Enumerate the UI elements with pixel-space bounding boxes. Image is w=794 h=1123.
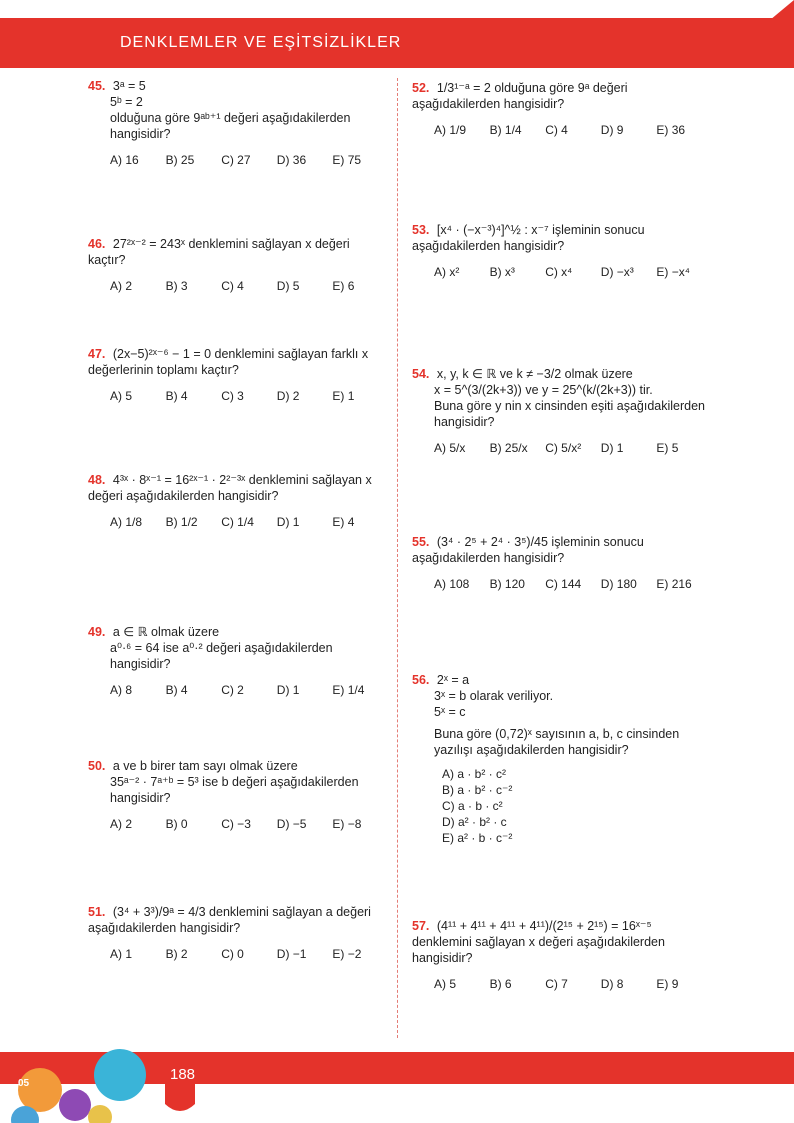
question-text: (4¹¹ + 4¹¹ + 4¹¹ + 4¹¹)/(2¹⁵ + 2¹⁵) = 16ˣ⁻⁵ denklemini sağlayan x değeri aşağıdakilerden hangisidir? xyxy=(412,919,665,965)
options xyxy=(110,514,388,530)
page-number: 188 xyxy=(170,1066,196,1083)
given-line-1: 3ᵃ = 5 xyxy=(112,79,146,93)
option-e[interactable]: E) 5 xyxy=(656,441,679,455)
question-text: (3⁴ + 3³)/9ᵃ = 4/3 denklemini sağlayan a değeri aşağıdakilerden hangisidir? xyxy=(88,905,371,935)
question-text: (2x−5)²ˣ⁻⁶ − 1 = 0 denklemini sağlayan farklı x değerlerinin toplamı kaçtır? xyxy=(88,347,369,377)
option-e[interactable]: E) 75 xyxy=(332,153,362,167)
option-b[interactable]: B) 1/4 xyxy=(489,123,522,137)
option-e[interactable]: E) 6 xyxy=(332,279,355,293)
option-b[interactable]: B) 4 xyxy=(165,389,188,403)
given-line-3: 5ˣ = c xyxy=(434,705,466,719)
footer-badge: 05 xyxy=(18,1078,30,1089)
question-48 xyxy=(88,472,388,530)
option-a[interactable]: A) 2 xyxy=(110,817,133,831)
option-e[interactable]: E) a² · b · c⁻² xyxy=(442,831,513,845)
question-text: 4³ˣ · 8ˣ⁻¹ = 16²ˣ⁻¹ · 2²⁻³ˣ denklemini sağlayan x değeri aşağıdakilerden hangisidir? xyxy=(88,473,372,503)
question-51 xyxy=(88,904,388,962)
option-a[interactable]: A) 5 xyxy=(434,977,457,991)
option-a[interactable]: A) 5/x xyxy=(434,441,466,455)
options xyxy=(434,122,712,138)
option-c[interactable]: C) 2 xyxy=(221,683,244,697)
question-number: 47. xyxy=(88,347,106,361)
option-c[interactable]: C) 4 xyxy=(545,123,568,137)
option-d[interactable]: D) −5 xyxy=(276,817,307,831)
option-e[interactable]: E) −8 xyxy=(332,817,362,831)
question-text: Buna göre y nin x cinsinden eşiti aşağıdakilerden hangisidir? xyxy=(434,399,706,429)
option-a[interactable]: A) x² xyxy=(434,265,460,279)
option-d[interactable]: D) 9 xyxy=(600,123,624,137)
option-b[interactable]: B) 4 xyxy=(165,683,188,697)
option-c[interactable]: C) 0 xyxy=(221,947,244,961)
options xyxy=(110,682,388,698)
option-e[interactable]: E) 216 xyxy=(656,577,692,591)
option-b[interactable]: B) x³ xyxy=(489,265,515,279)
given-line-1: a ∈ ℝ olmak üzere xyxy=(112,625,220,639)
question-number: 56. xyxy=(412,673,430,687)
question-number: 45. xyxy=(88,79,106,93)
option-e[interactable]: E) −x⁴ xyxy=(656,265,690,279)
question-number: 57. xyxy=(412,919,430,933)
option-a[interactable]: A) 1/8 xyxy=(110,515,143,529)
option-d[interactable]: D) 2 xyxy=(276,389,300,403)
question-49 xyxy=(88,624,388,698)
option-a[interactable]: A) 1/9 xyxy=(434,123,467,137)
question-52 xyxy=(412,80,712,138)
option-b[interactable]: B) a · b² · c⁻² xyxy=(442,783,513,797)
options xyxy=(110,946,388,962)
option-c[interactable]: C) 27 xyxy=(221,153,251,167)
question-text: [x⁴ · (−x⁻³)⁴]^½ : x⁻⁷ işleminin sonucu aşağıdakilerden hangisidir? xyxy=(412,223,645,253)
option-d[interactable]: D) 180 xyxy=(600,577,637,591)
option-a[interactable]: A) 5 xyxy=(110,389,133,403)
option-a[interactable]: A) 1 xyxy=(110,947,133,961)
option-b[interactable]: B) 0 xyxy=(165,817,188,831)
question-number: 46. xyxy=(88,237,106,251)
given-line-2: x = 5^(3/(2k+3)) ve y = 25^(k/(2k+3)) tir. xyxy=(434,383,653,397)
options xyxy=(110,278,388,294)
question-50 xyxy=(88,758,388,832)
question-text: (3⁴ · 2⁵ + 2⁴ · 3⁵)/45 işleminin sonucu aşağıdakilerden hangisidir? xyxy=(412,535,644,565)
question-54 xyxy=(412,366,712,456)
question-number: 51. xyxy=(88,905,106,919)
page-title: DENKLEMLER VE EŞİTSİZLİKLER xyxy=(120,34,402,51)
option-b[interactable]: B) 25/x xyxy=(489,441,528,455)
option-b[interactable]: B) 1/2 xyxy=(165,515,198,529)
option-c[interactable]: C) 7 xyxy=(545,977,568,991)
option-d[interactable]: D) 5 xyxy=(276,279,300,293)
option-e[interactable]: E) 4 xyxy=(332,515,355,529)
given-line-2: 5ᵇ = 2 xyxy=(110,95,143,109)
option-d[interactable]: D) 1 xyxy=(600,441,624,455)
option-e[interactable]: E) 36 xyxy=(656,123,686,137)
question-47 xyxy=(88,346,388,404)
option-c[interactable]: C) 3 xyxy=(221,389,244,403)
question-46 xyxy=(88,236,388,294)
option-d[interactable]: D) −1 xyxy=(276,947,307,961)
option-b[interactable]: B) 120 xyxy=(489,577,525,591)
options xyxy=(434,576,712,592)
option-d[interactable]: D) a² · b² · c xyxy=(442,815,507,829)
options xyxy=(110,152,388,168)
given-line-2: 3ˣ = b olarak veriliyor. xyxy=(434,689,554,703)
given-line-1: a ve b birer tam sayı olmak üzere xyxy=(112,759,298,773)
option-c[interactable]: C) 1/4 xyxy=(221,515,254,529)
question-45 xyxy=(88,78,388,168)
question-number: 49. xyxy=(88,625,106,639)
options xyxy=(110,388,388,404)
question-53 xyxy=(412,222,712,280)
given-line-1: 2ˣ = a xyxy=(436,673,470,687)
question-number: 53. xyxy=(412,223,430,237)
option-e[interactable]: E) −2 xyxy=(332,947,362,961)
options xyxy=(434,440,712,456)
option-a[interactable]: A) 108 xyxy=(434,577,470,591)
option-c[interactable]: C) 5/x² xyxy=(545,441,582,455)
option-a[interactable]: A) a · b² · c² xyxy=(442,767,507,781)
question-number: 50. xyxy=(88,759,106,773)
option-c[interactable]: C) −3 xyxy=(221,817,251,831)
page-tab-shape xyxy=(165,1052,195,1118)
question-55 xyxy=(412,534,712,592)
option-a[interactable]: A) 2 xyxy=(110,279,133,293)
question-number: 55. xyxy=(412,535,430,549)
options xyxy=(434,976,712,992)
option-b[interactable]: B) 25 xyxy=(165,153,195,167)
option-d[interactable]: D) 8 xyxy=(600,977,624,991)
option-c[interactable]: C) a · b · c² xyxy=(442,799,503,813)
option-c[interactable]: C) x⁴ xyxy=(545,265,573,279)
option-d[interactable]: D) 36 xyxy=(276,153,307,167)
option-c[interactable]: C) 144 xyxy=(545,577,582,591)
question-text: olduğuna göre 9ᵃᵇ⁺¹ değeri aşağıdakilerden hangisidir? xyxy=(110,111,351,141)
option-a[interactable]: A) 16 xyxy=(110,153,139,167)
option-d[interactable]: D) −x³ xyxy=(600,265,634,279)
option-b[interactable]: B) 6 xyxy=(489,977,512,991)
question-number: 48. xyxy=(88,473,106,487)
question-text: Buna göre (0,72)ˣ sayısının a, b, c cinsinden yazılışı aşağıdakilerden hangisidir? xyxy=(434,727,680,757)
question-57 xyxy=(412,918,712,992)
option-e[interactable]: E) 1/4 xyxy=(332,683,365,697)
given-line-1: x, y, k ∈ ℝ ve k ≠ −3/2 olmak üzere xyxy=(436,367,633,381)
question-text: 27²ˣ⁻² = 243ˣ denklemini sağlayan x değeri kaçtır? xyxy=(88,237,350,267)
option-a[interactable]: A) 8 xyxy=(110,683,133,697)
option-e[interactable]: E) 9 xyxy=(656,977,679,991)
option-b[interactable]: B) 3 xyxy=(165,279,188,293)
column-divider xyxy=(397,78,399,1038)
question-number: 54. xyxy=(412,367,430,381)
options xyxy=(442,766,712,846)
question-text: a⁰·⁶ = 64 ise a⁰·² değeri aşağıdakilerden hangisidir? xyxy=(110,641,333,671)
option-c[interactable]: C) 4 xyxy=(221,279,244,293)
options xyxy=(110,816,388,832)
question-number: 52. xyxy=(412,81,430,95)
option-b[interactable]: B) 2 xyxy=(165,947,188,961)
options xyxy=(434,264,712,280)
option-d[interactable]: D) 1 xyxy=(276,683,300,697)
question-text: 35ᵃ⁻² · 7ᵃ⁺ᵇ = 5³ ise b değeri aşağıdakilerden hangisidir? xyxy=(110,775,359,805)
option-e[interactable]: E) 1 xyxy=(332,389,355,403)
question-text: 1/3¹⁻ᵃ = 2 olduğuna göre 9ᵃ değeri aşağıdakilerden hangisidir? xyxy=(412,81,628,111)
question-56 xyxy=(412,672,712,846)
option-d[interactable]: D) 1 xyxy=(276,515,300,529)
